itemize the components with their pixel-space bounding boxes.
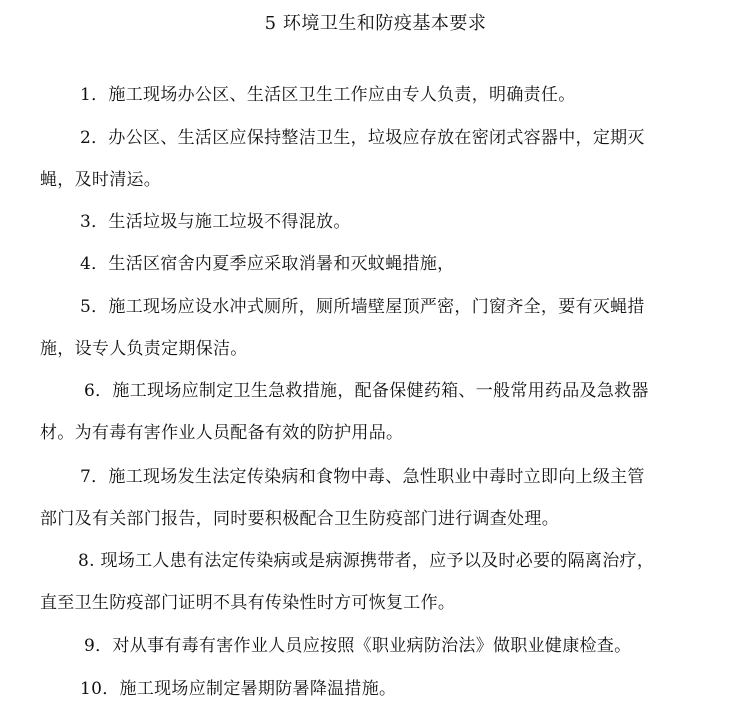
requirement-item-10 [40,668,712,710]
requirement-line: 直至卫生防疫部门证明不具有传染性时方可恢复工作。 [40,593,456,613]
requirement-item-2 [40,117,712,201]
requirement-item-7 [40,456,712,540]
requirement-item-4 [40,243,712,285]
requirement-line: 9．对从事有毒有害作业人员应按照《职业病防治法》做职业健康检查。 [84,636,632,656]
requirement-line: 施，设专人负责定期保洁。 [40,339,248,359]
requirement-item-9 [40,625,712,667]
requirement-item-8 [40,540,712,624]
requirement-line: 2．办公区、生活区应保持整洁卫生，垃圾应存放在密闭式容器中，定期灭 [80,128,645,148]
requirement-line: 8. 现场工人患有法定传染病或是病源携带者，应予以及时必要的隔离治疗， [78,551,655,571]
requirement-line: 蝇，及时清运。 [40,170,162,190]
requirement-line: 3．生活垃圾与施工垃圾不得混放。 [80,212,351,232]
requirement-line: 4．生活区宿舍内夏季应采取消暑和灭蚊蝇措施， [80,254,455,274]
requirement-line: 5．施工现场应设水冲式厕所，厕所墙壁屋顶严密，门窗齐全，要有灭蝇措 [80,297,645,317]
requirement-line: 材。为有毒有害作业人员配备有效的防护用品。 [40,423,404,443]
requirement-item-1 [40,74,712,116]
requirement-line: 7．施工现场发生法定传染病和食物中毒、急性职业中毒时立即向上级主管 [80,467,645,487]
requirement-item-3 [40,201,712,243]
requirement-item-6 [40,370,712,454]
document-title: 5 环境卫生和防疫基本要求 [264,13,487,34]
requirement-line: 10．施工现场应制定暑期防暑降温措施。 [80,679,397,699]
requirement-line: 6．施工现场应制定卫生急救措施，配备保健药箱、一般常用药品及急救器 [84,381,649,401]
requirement-line: 部门及有关部门报告，同时要积极配合卫生防疫部门进行调查处理。 [40,509,559,529]
requirement-item-5 [40,286,712,370]
requirement-line: 1．施工现场办公区、生活区卫生工作应由专人负责，明确责任。 [80,85,576,105]
